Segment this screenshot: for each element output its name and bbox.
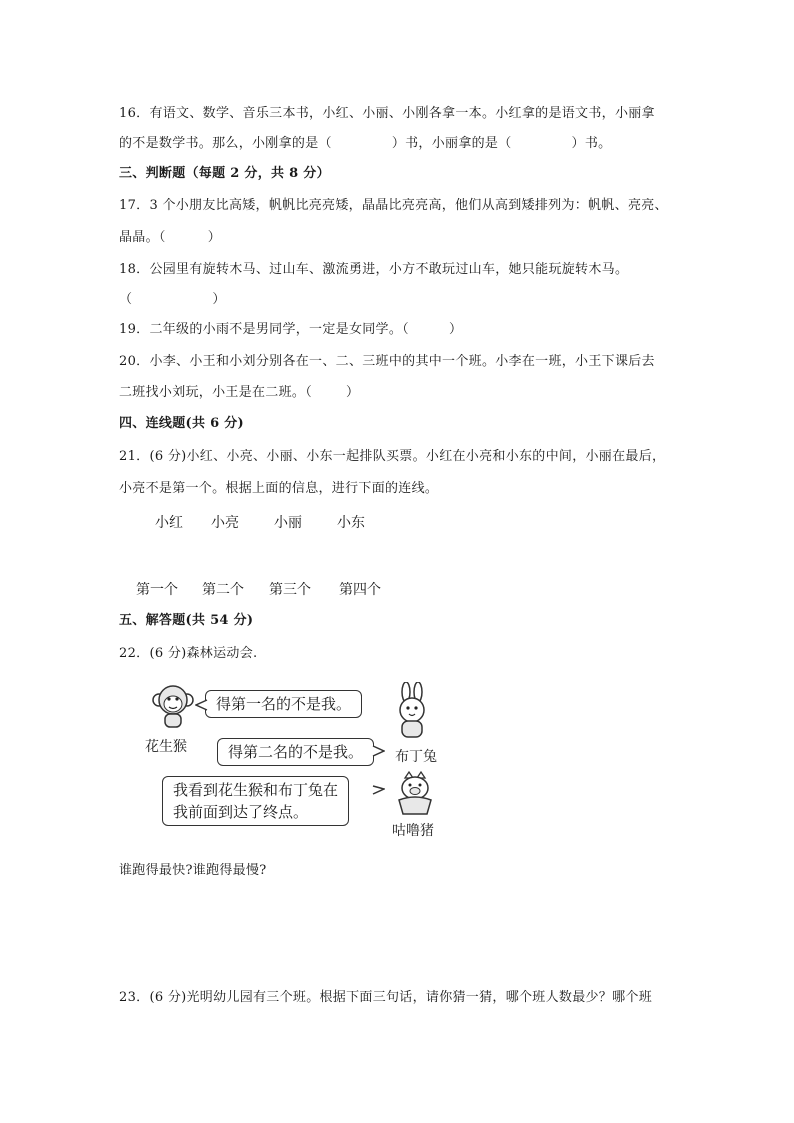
q20-line2 (119, 385, 359, 401)
q21-name-item[interactable]: 小东 (337, 515, 365, 531)
q18-line2-b: ） (212, 292, 226, 307)
q21-order-item[interactable]: 第一个 (136, 582, 178, 598)
q20-line2-b: ） (346, 385, 360, 400)
monkey-name: 花生猴 (145, 739, 187, 755)
q23-line1: 23．(6 分)光明幼儿园有三个班。根据下面三句话，请你猜一猜，哪个班人数最少？哪个班 (119, 990, 652, 1005)
bubble-tail-icon (371, 744, 385, 758)
q18-line2 (119, 292, 226, 308)
pig-name: 咕噜猪 (392, 823, 434, 839)
q21-names-row (0, 512, 794, 532)
q16-line2-c: ）书。 (571, 136, 612, 151)
q17-line2 (119, 230, 221, 246)
bubble-tail-icon (195, 698, 209, 712)
q17-line2-a: 晶晶。（ (119, 230, 166, 245)
q22-question: 谁跑得最快?谁跑得最慢? (119, 863, 267, 878)
q20-line1: 20．小李、小王和小刘分别各在一、二、三班中的其中一个班。小李在一班，小王下课后去 (119, 354, 655, 369)
q22-illustration (145, 680, 445, 840)
q21-order-item[interactable]: 第四个 (339, 582, 381, 598)
speech-bubble-monkey: 得第一名的不是我。 (205, 690, 362, 718)
monkey-icon (151, 682, 195, 730)
pig-icon (393, 770, 437, 816)
q21-orders-row (0, 579, 794, 599)
q20-line2-a: 二班找小刘玩，小王是在二班。（ (119, 385, 313, 400)
q17-line2-b: ） (207, 230, 222, 245)
q19-line (119, 322, 462, 338)
q19-text-b: ） (448, 322, 463, 337)
q21-order-item[interactable]: 第三个 (269, 582, 311, 598)
q19-text-a: 19．二年级的小雨不是男同学，一定是女同学。（ (119, 322, 409, 337)
q16-line1: 16．有语文、数学、音乐三本书，小红、小丽、小刚各拿一本。小红拿的是语文书，小丽拿 (119, 106, 655, 121)
q21-order-item[interactable]: 第二个 (202, 582, 244, 598)
speech-bubble-rabbit: 得第二名的不是我。 (217, 738, 374, 766)
section3-title: 三、判断题（每题 2 分，共 8 分） (119, 166, 330, 181)
q16-line2-b: ）书，小丽拿的是（ (391, 136, 512, 151)
bubble3-line2: 我前面到达了终点。 (173, 803, 309, 821)
rabbit-name: 布丁兔 (395, 749, 437, 765)
q21-line1: 21．(6 分)小红、小亮、小丽、小东一起排队买票。小红在小亮和小东的中间，小丽在最后， (119, 449, 666, 464)
section4-title: 四、连线题(共 6 分) (119, 416, 244, 431)
q16-line2 (119, 136, 611, 152)
speech-bubble-pig (162, 776, 349, 826)
q21-name-item[interactable]: 小丽 (274, 515, 302, 531)
q17-line1: 17．3 个小朋友比高矮，帆帆比亮亮矮，晶晶比亮亮高，他们从高到矮排列为：帆帆、亮亮、 (119, 198, 668, 213)
q21-name-item[interactable]: 小亮 (211, 515, 239, 531)
q18-line2-a: （ (119, 292, 133, 307)
rabbit-icon (390, 682, 434, 740)
bubble-tail-icon (371, 784, 385, 798)
q22-title: 22．(6 分)森林运动会. (119, 646, 258, 661)
q16-line2-a: 的不是数学书。那么，小刚拿的是（ (119, 136, 332, 151)
section5-title: 五、解答题(共 54 分) (119, 613, 254, 628)
q21-name-item[interactable]: 小红 (155, 515, 183, 531)
bubble3-line1: 我看到花生猴和布丁兔在 (173, 781, 339, 799)
q18-line1: 18．公园里有旋转木马、过山车、激流勇进，小方不敢玩过山车，她只能玩旋转木马。 (119, 262, 629, 277)
q21-line2: 小亮不是第一个。根据上面的信息，进行下面的连线。 (119, 481, 439, 496)
